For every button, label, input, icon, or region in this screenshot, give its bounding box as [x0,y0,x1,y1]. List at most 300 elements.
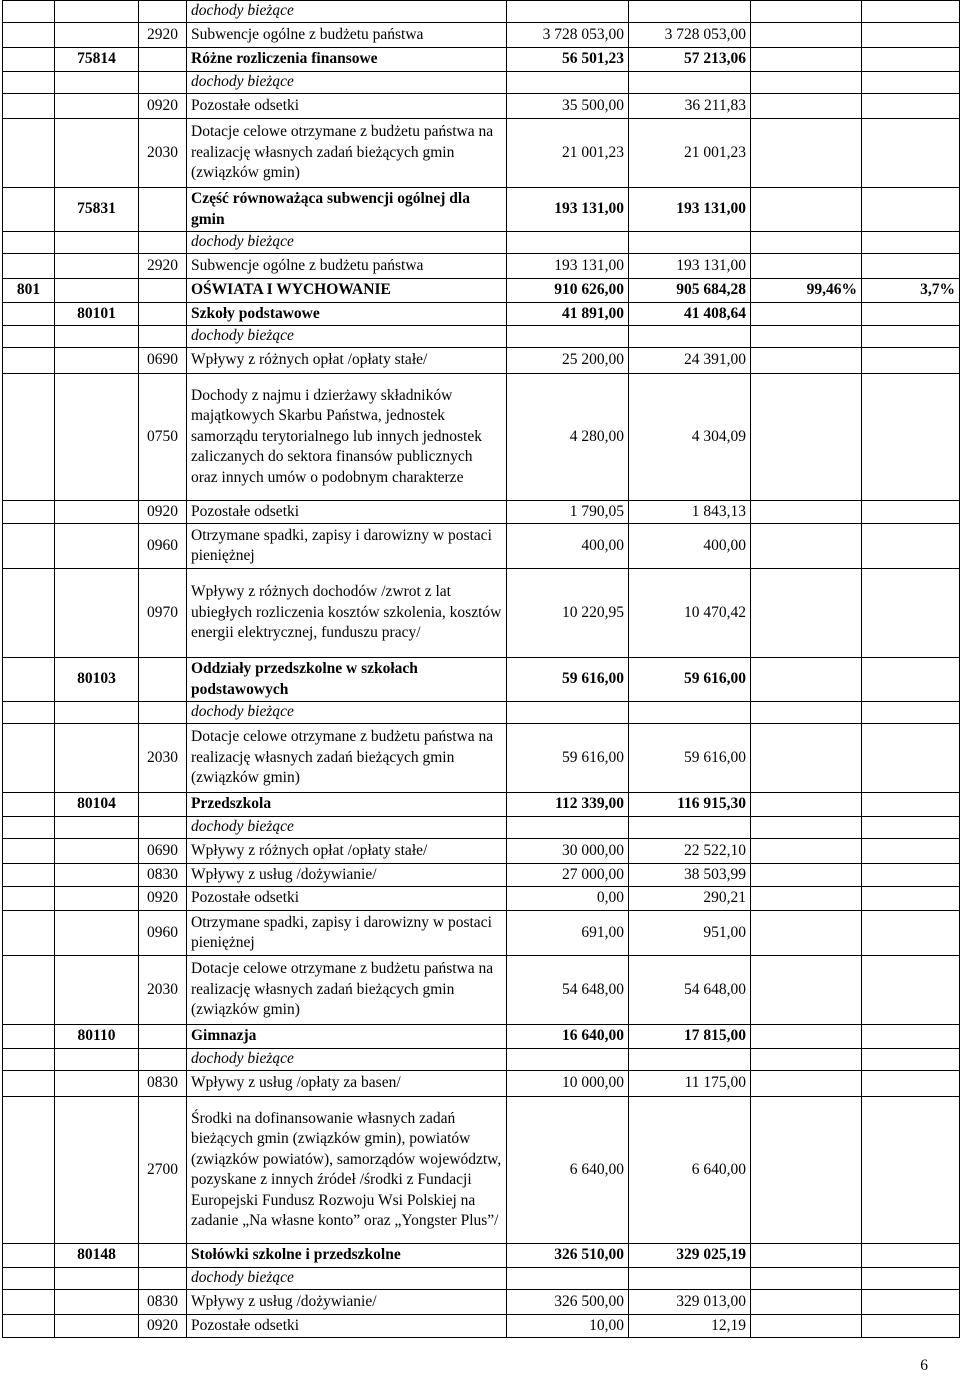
paragraf-cell [139,48,187,72]
execution-cell [629,326,751,348]
plan-cell: 25 200,00 [507,348,629,374]
paragraf-cell [139,188,187,232]
plan-cell: 193 131,00 [507,188,629,232]
paragraf-cell: 0690 [139,348,187,374]
table-row [3,48,960,72]
structure-cell [862,839,960,864]
execution-cell: 11 175,00 [629,1071,751,1097]
percent-cell [751,569,862,658]
rozdzial-cell [55,569,139,658]
execution-cell: 24 391,00 [629,348,751,374]
rozdzial-cell [55,864,139,887]
name-cell [187,72,507,94]
dzial-cell [3,501,55,524]
dzial-cell [3,326,55,348]
name-cell: Wpływy z usług /dożywianie/ [187,864,507,887]
table-row [3,702,960,724]
income-type-label: dochody bieżące [191,327,294,345]
name-cell: Różne rozliczenia finansowe [187,48,507,72]
percent-cell [751,303,862,326]
structure-cell [862,23,960,48]
name-cell: Wpływy z różnych opłat /opłaty stałe/ [187,348,507,374]
dzial-cell [3,887,55,911]
structure-cell [862,48,960,72]
rozdzial-cell [55,254,139,279]
table-row [3,1244,960,1268]
plan-cell [507,1049,629,1071]
percent-cell [751,1244,862,1268]
income-type-label: dochody bieżące [191,1050,294,1068]
dzial-cell [3,1,55,23]
structure-cell: 3,7% [862,279,960,303]
percent-cell [751,119,862,188]
table-row [3,1049,960,1071]
execution-cell: 22 522,10 [629,839,751,864]
execution-cell: 38 503,99 [629,864,751,887]
paragraf-cell: 0920 [139,94,187,119]
name-cell [187,326,507,348]
rozdzial-cell [55,887,139,911]
table-row [3,1025,960,1049]
name-cell: OŚWIATA I WYCHOWANIE [187,279,507,303]
execution-cell: 21 001,23 [629,119,751,188]
name-cell: Pozostałe odsetki [187,501,507,524]
rozdzial-cell [55,1049,139,1071]
execution-cell [629,817,751,839]
income-type-label: dochody bieżące [191,703,294,721]
paragraf-cell [139,1,187,23]
execution-cell: 1 843,13 [629,501,751,524]
structure-cell [862,188,960,232]
rozdzial-cell [55,348,139,374]
dzial-cell [3,1049,55,1071]
structure-cell [862,793,960,817]
percent-cell [751,1,862,23]
plan-cell: 59 616,00 [507,658,629,702]
structure-cell [862,887,960,911]
percent-cell: 99,46% [751,279,862,303]
percent-cell [751,839,862,864]
execution-cell: 116 915,30 [629,793,751,817]
paragraf-cell [139,72,187,94]
table-row [3,326,960,348]
structure-cell [862,724,960,793]
percent-cell [751,501,862,524]
table-row [3,374,960,501]
table-row [3,817,960,839]
plan-cell: 112 339,00 [507,793,629,817]
name-cell: Subwencje ogólne z budżetu państwa [187,254,507,279]
name-cell [187,702,507,724]
percent-cell [751,1290,862,1315]
execution-cell [629,1049,751,1071]
plan-cell [507,1268,629,1290]
percent-cell [751,23,862,48]
rozdzial-cell [55,279,139,303]
table-row [3,524,960,569]
dzial-cell [3,119,55,188]
plan-cell [507,72,629,94]
percent-cell [751,864,862,887]
name-cell [187,1049,507,1071]
dzial-cell [3,956,55,1025]
paragraf-cell: 0830 [139,1071,187,1097]
paragraf-cell [139,793,187,817]
paragraf-cell [139,1268,187,1290]
rozdzial-cell: 80148 [55,1244,139,1268]
execution-cell: 193 131,00 [629,254,751,279]
structure-cell [862,1025,960,1049]
table-row [3,279,960,303]
table-row [3,303,960,326]
table-row [3,1315,960,1338]
table-row [3,1097,960,1244]
rozdzial-cell: 75831 [55,188,139,232]
structure-cell [862,569,960,658]
income-type-label: dochody bieżące [191,818,294,836]
percent-cell [751,326,862,348]
name-cell [187,1,507,23]
rozdzial-cell: 80110 [55,1025,139,1049]
plan-cell [507,702,629,724]
rozdzial-cell [55,839,139,864]
table-row [3,94,960,119]
execution-cell: 329 013,00 [629,1290,751,1315]
name-cell: Otrzymane spadki, zapisy i darowizny w postaci pieniężnej [187,911,507,956]
structure-cell [862,1315,960,1338]
dzial-cell [3,303,55,326]
structure-cell [862,956,960,1025]
name-cell: Subwencje ogólne z budżetu państwa [187,23,507,48]
rozdzial-cell [55,232,139,254]
execution-cell: 290,21 [629,887,751,911]
name-cell: Środki na dofinansowanie własnych zadań bieżących gmin (związków gmin), powiatów (związków powiatów), samorządów województw, pozyskane z innych źródeł /środki z Fundacji Europejski Fundusz Rozwoju Wsi Polskiej na zadanie „Na własne konto” oraz „Yongster Plus”/ [187,1097,507,1244]
plan-cell: 1 790,05 [507,501,629,524]
paragraf-cell: 0920 [139,501,187,524]
paragraf-cell: 0830 [139,1290,187,1315]
rozdzial-cell [55,326,139,348]
rozdzial-cell [55,1071,139,1097]
rozdzial-cell [55,23,139,48]
paragraf-cell [139,279,187,303]
paragraf-cell [139,1025,187,1049]
execution-cell: 54 648,00 [629,956,751,1025]
dzial-cell [3,232,55,254]
name-cell [187,232,507,254]
paragraf-cell: 2030 [139,956,187,1025]
name-cell: Dotacje celowe otrzymane z budżetu państwa na realizację własnych zadań bieżących gmin (związków gmin) [187,724,507,793]
name-cell: Gimnazja [187,1025,507,1049]
percent-cell [751,956,862,1025]
name-cell: Oddziały przedszkolne w szkołach podstawowych [187,658,507,702]
dzial-cell [3,524,55,569]
plan-cell: 193 131,00 [507,254,629,279]
structure-cell [862,1268,960,1290]
paragraf-cell: 0690 [139,839,187,864]
income-type-label: dochody bieżące [191,73,294,91]
plan-cell [507,326,629,348]
rozdzial-cell [55,1,139,23]
name-cell: Wpływy z różnych opłat /opłaty stałe/ [187,839,507,864]
paragraf-cell [139,1244,187,1268]
execution-cell: 59 616,00 [629,658,751,702]
paragraf-cell: 0920 [139,1315,187,1338]
dzial-cell [3,374,55,501]
structure-cell [862,374,960,501]
paragraf-cell: 0830 [139,864,187,887]
percent-cell [751,887,862,911]
dzial-cell [3,94,55,119]
execution-cell: 905 684,28 [629,279,751,303]
table-body [3,1,960,1338]
paragraf-cell: 2030 [139,119,187,188]
percent-cell [751,702,862,724]
table-row [3,232,960,254]
percent-cell [751,793,862,817]
plan-cell: 35 500,00 [507,94,629,119]
table-row [3,911,960,956]
structure-cell [862,911,960,956]
rozdzial-cell: 80101 [55,303,139,326]
execution-cell: 400,00 [629,524,751,569]
paragraf-cell: 0960 [139,911,187,956]
paragraf-cell: 2030 [139,724,187,793]
dzial-cell [3,569,55,658]
rozdzial-cell [55,524,139,569]
rozdzial-cell: 80104 [55,793,139,817]
table-row [3,348,960,374]
dzial-cell [3,702,55,724]
structure-cell [862,1049,960,1071]
name-cell: Pozostałe odsetki [187,1315,507,1338]
table-row [3,1290,960,1315]
plan-cell: 59 616,00 [507,724,629,793]
structure-cell [862,72,960,94]
table-row [3,501,960,524]
plan-cell: 691,00 [507,911,629,956]
structure-cell [862,232,960,254]
execution-cell: 59 616,00 [629,724,751,793]
execution-cell: 951,00 [629,911,751,956]
rozdzial-cell [55,501,139,524]
rozdzial-cell [55,1268,139,1290]
rozdzial-cell: 75814 [55,48,139,72]
dzial-cell [3,48,55,72]
structure-cell [862,254,960,279]
execution-cell: 36 211,83 [629,94,751,119]
execution-cell: 41 408,64 [629,303,751,326]
rozdzial-cell [55,817,139,839]
percent-cell [751,724,862,793]
execution-cell: 57 213,06 [629,48,751,72]
plan-cell: 3 728 053,00 [507,23,629,48]
table-row [3,793,960,817]
dzial-cell [3,1315,55,1338]
name-cell: Dochody z najmu i dzierżawy składników majątkowych Skarbu Państwa, jednostek samorządu terytorialnego lub innych jednostek zaliczanych do sektora finansów publicznych oraz innych umów o podobnym charakterze [187,374,507,501]
paragraf-cell: 2920 [139,254,187,279]
percent-cell [751,94,862,119]
structure-cell [862,119,960,188]
table-row [3,188,960,232]
paragraf-cell [139,326,187,348]
paragraf-cell [139,1049,187,1071]
table-row [3,119,960,188]
paragraf-cell [139,303,187,326]
table-row [3,254,960,279]
structure-cell [862,658,960,702]
percent-cell [751,524,862,569]
name-cell: Otrzymane spadki, zapisy i darowizny w postaci pieniężnej [187,524,507,569]
paragraf-cell [139,658,187,702]
execution-cell: 17 815,00 [629,1025,751,1049]
dzial-cell [3,348,55,374]
percent-cell [751,254,862,279]
structure-cell [862,817,960,839]
paragraf-cell: 0750 [139,374,187,501]
percent-cell [751,1025,862,1049]
name-cell: Przedszkola [187,793,507,817]
structure-cell [862,326,960,348]
name-cell: Stołówki szkolne i przedszkolne [187,1244,507,1268]
name-cell: Pozostałe odsetki [187,887,507,911]
dzial-cell [3,1290,55,1315]
percent-cell [751,48,862,72]
structure-cell [862,1071,960,1097]
name-cell: Wpływy z usług /opłaty za basen/ [187,1071,507,1097]
percent-cell [751,658,862,702]
percent-cell [751,348,862,374]
paragraf-cell: 0920 [139,887,187,911]
table-row [3,1268,960,1290]
plan-cell: 400,00 [507,524,629,569]
paragraf-cell: 2920 [139,23,187,48]
rozdzial-cell [55,702,139,724]
execution-cell [629,1,751,23]
dzial-cell [3,864,55,887]
income-type-label: dochody bieżące [191,1269,294,1287]
dzial-cell [3,23,55,48]
percent-cell [751,1097,862,1244]
percent-cell [751,1071,862,1097]
percent-cell [751,232,862,254]
structure-cell [862,702,960,724]
dzial-cell [3,817,55,839]
rozdzial-cell [55,1097,139,1244]
plan-cell: 27 000,00 [507,864,629,887]
plan-cell: 56 501,23 [507,48,629,72]
plan-cell: 4 280,00 [507,374,629,501]
structure-cell [862,864,960,887]
percent-cell [751,817,862,839]
percent-cell [751,374,862,501]
paragraf-cell [139,817,187,839]
rozdzial-cell [55,1290,139,1315]
name-cell: Wpływy z usług /dożywianie/ [187,1290,507,1315]
dzial-cell [3,254,55,279]
table-row [3,1071,960,1097]
dzial-cell [3,1268,55,1290]
execution-cell [629,232,751,254]
dzial-cell [3,724,55,793]
rozdzial-cell [55,724,139,793]
execution-cell: 6 640,00 [629,1097,751,1244]
structure-cell [862,501,960,524]
structure-cell [862,303,960,326]
dzial-cell: 801 [3,279,55,303]
dzial-cell [3,839,55,864]
plan-cell: 21 001,23 [507,119,629,188]
dzial-cell [3,1071,55,1097]
percent-cell [751,911,862,956]
name-cell: Pozostałe odsetki [187,94,507,119]
plan-cell: 910 626,00 [507,279,629,303]
percent-cell [751,1315,862,1338]
name-cell: Wpływy z różnych dochodów /zwrot z lat ubiegłych rozliczenia kosztów szkolenia, kosztów energii elektrycznej, funduszu pracy/ [187,569,507,658]
rozdzial-cell [55,374,139,501]
table-row [3,569,960,658]
rozdzial-cell [55,1315,139,1338]
rozdzial-cell [55,72,139,94]
execution-cell [629,702,751,724]
structure-cell [862,1,960,23]
structure-cell [862,348,960,374]
table-row [3,887,960,911]
plan-cell: 326 510,00 [507,1244,629,1268]
table-row [3,864,960,887]
income-type-label: dochody bieżące [191,233,294,251]
paragraf-cell: 0960 [139,524,187,569]
percent-cell [751,72,862,94]
plan-cell: 54 648,00 [507,956,629,1025]
name-cell: Część równoważąca subwencji ogólnej dla gmin [187,188,507,232]
structure-cell [862,1097,960,1244]
dzial-cell [3,911,55,956]
plan-cell: 326 500,00 [507,1290,629,1315]
paragraf-cell [139,232,187,254]
structure-cell [862,94,960,119]
plan-cell: 10 000,00 [507,1071,629,1097]
name-cell: Szkoły podstawowe [187,303,507,326]
execution-cell: 329 025,19 [629,1244,751,1268]
name-cell [187,1268,507,1290]
structure-cell [862,524,960,569]
table-row [3,658,960,702]
plan-cell [507,817,629,839]
paragraf-cell: 0970 [139,569,187,658]
execution-cell: 3 728 053,00 [629,23,751,48]
table-row [3,1,960,23]
structure-cell [862,1244,960,1268]
table-row [3,23,960,48]
rozdzial-cell: 80103 [55,658,139,702]
rozdzial-cell [55,119,139,188]
rozdzial-cell [55,94,139,119]
plan-cell: 0,00 [507,887,629,911]
plan-cell: 10,00 [507,1315,629,1338]
budget-income-table [2,0,960,1338]
page-number: 6 [920,1357,928,1374]
percent-cell [751,188,862,232]
dzial-cell [3,1097,55,1244]
plan-cell: 10 220,95 [507,569,629,658]
percent-cell [751,1049,862,1071]
dzial-cell [3,1244,55,1268]
plan-cell [507,232,629,254]
structure-cell [862,1290,960,1315]
dzial-cell [3,793,55,817]
table-row [3,724,960,793]
rozdzial-cell [55,911,139,956]
